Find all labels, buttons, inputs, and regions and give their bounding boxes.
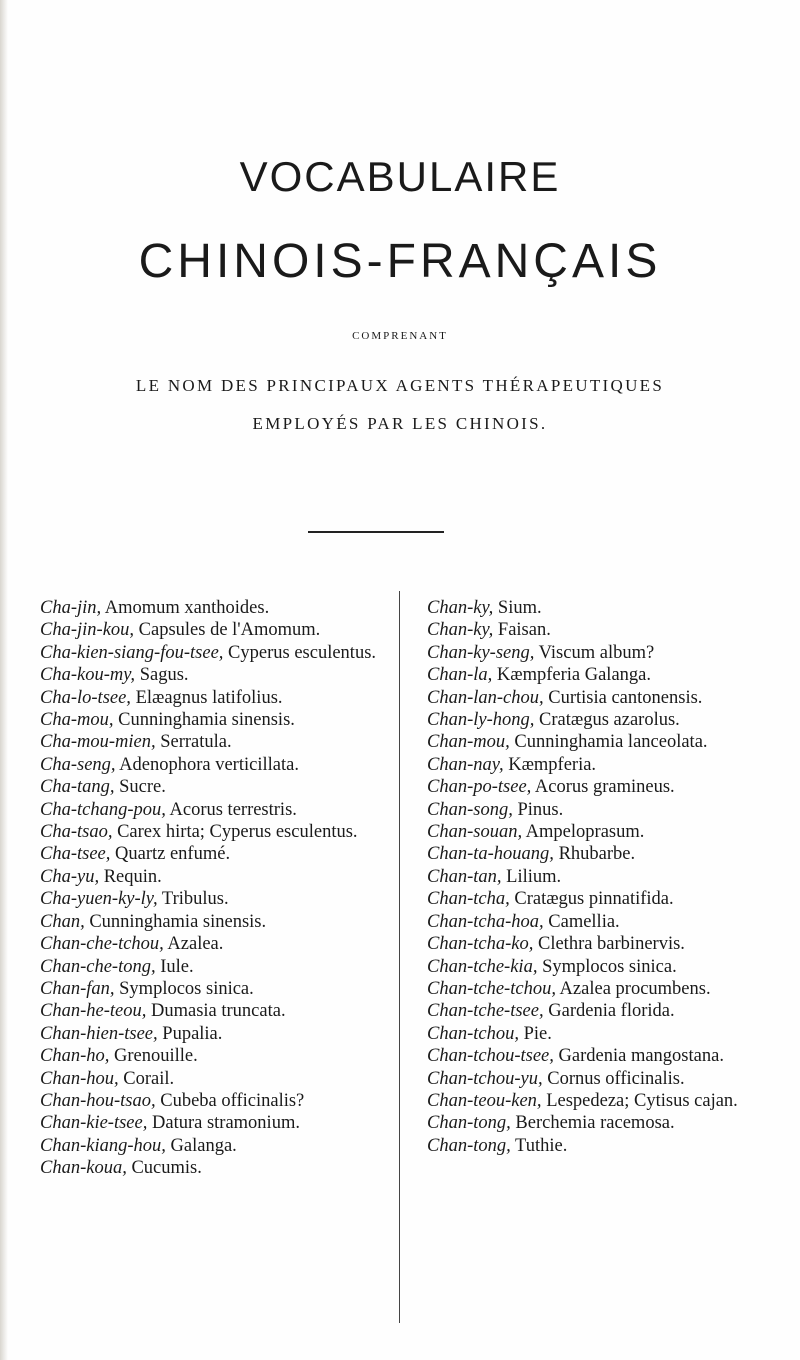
entry-definition: Cunninghamia sinensis. (113, 710, 295, 731)
entry-definition: Cratægus azarolus. (534, 710, 680, 731)
entry-term: Chan-ho, (40, 1046, 110, 1067)
vocab-entry (427, 731, 779, 753)
entry-term: Chan-tchou-tsee, (427, 1046, 554, 1067)
entry-definition: Curtisia cantonensis. (543, 687, 703, 708)
entry-definition: Azalea. (163, 934, 224, 955)
entry-term: Chan-che-tong, (40, 956, 156, 977)
entry-definition: Viscum album? (534, 642, 655, 663)
vocab-entry (40, 1023, 400, 1045)
vocab-entry (427, 1000, 779, 1022)
entry-definition: Tuthie. (510, 1135, 568, 1156)
entry-definition: Elæagnus latifolius. (130, 687, 283, 708)
vocab-entry (40, 687, 400, 709)
entry-term: Cha-kou-my, (40, 665, 136, 686)
entry-definition: Berchemia racemosa. (510, 1113, 675, 1134)
entry-term: Cha-jin-kou, (40, 620, 135, 641)
entry-term: Cha-yuen-ky-ly, (40, 889, 158, 910)
entry-definition: Cratægus pinnatifida. (509, 889, 674, 910)
entry-definition: Faisan. (493, 620, 551, 641)
entry-definition: Gardenia florida. (543, 1001, 675, 1022)
entry-definition: Sagus. (135, 665, 189, 686)
entry-definition: Azalea procumbens. (555, 978, 711, 999)
vocab-entry (40, 754, 400, 776)
entry-definition: Gardenia mangostana. (553, 1046, 724, 1067)
vocab-entry (40, 709, 400, 731)
vocab-entry (40, 1000, 400, 1022)
vocab-entry (427, 843, 779, 865)
column-divider (399, 591, 400, 1323)
title-chinois-francais: CHINOIS-FRANÇAIS (138, 235, 662, 288)
vocab-entry (40, 1045, 400, 1067)
entry-term: Cha-lo-tsee, (40, 687, 131, 708)
entry-definition: Cubeba officinalis? (155, 1090, 305, 1111)
vocab-entry (40, 664, 400, 686)
entry-definition: Cucumis. (126, 1158, 202, 1179)
entry-term: Chan-nay, (427, 754, 504, 775)
entry-definition: Pinus. (512, 799, 564, 820)
vocab-entry (40, 731, 400, 753)
entry-term: Cha-mou, (40, 710, 114, 731)
entry-term: Chan-ly-hong, (427, 710, 535, 731)
entry-definition: Kæmpferia Galanga. (492, 665, 651, 686)
entry-term: Chan-tong, (427, 1135, 511, 1156)
entry-definition: Pupalia. (157, 1023, 223, 1044)
entry-term: Chan-tche-kia, (427, 956, 538, 977)
vocab-entry (40, 933, 400, 955)
vocab-entry (40, 888, 400, 910)
vocab-entry (40, 1135, 400, 1157)
vocab-entry (427, 754, 779, 776)
vocab-entry (40, 799, 400, 821)
vocab-entry (427, 1135, 779, 1157)
entry-definition: Corail. (118, 1068, 175, 1089)
entry-definition: Cyperus esculentus. (223, 642, 377, 663)
entry-definition: Dumasia truncata. (146, 1001, 286, 1022)
entry-definition: Grenouille. (109, 1046, 198, 1067)
vocab-entry (40, 1068, 400, 1090)
entry-term: Chan-tchou-yu, (427, 1068, 543, 1089)
entry-term: Chan-hien-tsee, (40, 1023, 158, 1044)
entry-term: Chan-ky, (427, 620, 494, 641)
vocab-entry (40, 1090, 400, 1112)
entry-definition: Datura stramonium. (147, 1113, 300, 1134)
entry-definition: Amomum xanthoides. (101, 598, 270, 618)
vocab-entry (427, 1112, 779, 1134)
title-vocabulaire: VOCABULAIRE (239, 153, 561, 200)
entry-term: Cha-seng, (40, 754, 116, 775)
entry-term: Chan-tcha-ko, (427, 934, 534, 955)
entry-term: Cha-kien-siang-fou-tsee, (40, 642, 224, 663)
vocab-entry (427, 978, 779, 1000)
subtitle-line-2: EMPLOYÉS PAR LES CHINOIS. (252, 414, 548, 433)
entry-term: Chan-ta-houang, (427, 844, 554, 865)
entry-term: Chan-ky-seng, (427, 642, 535, 663)
entry-term: Chan-tche-tchou, (427, 978, 556, 999)
vocab-entry (40, 978, 400, 1000)
vocab-entry (427, 642, 779, 664)
vocab-entry (40, 1157, 400, 1179)
comprenant-label: COMPRENANT (352, 330, 448, 342)
entry-definition: Sucre. (114, 777, 166, 798)
vocab-entry (40, 843, 400, 865)
entry-term: Cha-tsao, (40, 822, 113, 843)
entry-term: Chan-ky, (427, 598, 494, 618)
vocab-entry (427, 956, 779, 978)
entry-definition: Capsules de l'Amomum. (134, 620, 321, 641)
entry-term: Cha-mou-mien, (40, 732, 156, 753)
vocab-entry (427, 1090, 779, 1112)
entry-term: Chan-koua, (40, 1158, 127, 1179)
entry-definition: Acorus gramineus. (531, 777, 675, 798)
vocab-entry (427, 1045, 779, 1067)
entry-definition: Acorus terrestris. (165, 799, 297, 820)
entry-term: Chan-che-tchou, (40, 934, 164, 955)
entry-term: Cha-tchang-pou, (40, 799, 166, 820)
vocab-entry (40, 866, 400, 888)
entry-definition: Adenophora verticillata. (115, 754, 299, 775)
vocab-entry (40, 956, 400, 978)
entry-definition: Cornus officinalis. (542, 1068, 685, 1089)
entry-definition: Iule. (155, 956, 194, 977)
entry-definition: Kæmpferia. (503, 754, 597, 775)
entry-term: Chan-tchou, (427, 1023, 519, 1044)
vocab-entry (427, 709, 779, 731)
entry-term: Chan-tan, (427, 866, 502, 887)
entry-term: Chan-teou-ken, (427, 1090, 542, 1111)
entry-definition: Symplocos sinica. (114, 978, 254, 999)
entry-definition: Carex hirta; Cyperus esculentus. (112, 822, 358, 843)
entry-definition: Cunninghamia lanceolata. (509, 732, 708, 753)
vocab-entry (40, 821, 400, 843)
entry-definition: Sium. (493, 598, 542, 618)
vocab-entry (40, 1112, 400, 1134)
entry-term: Chan-la, (427, 665, 493, 686)
entry-term: Chan-hou-tsao, (40, 1090, 156, 1111)
entry-definition: Serratula. (155, 732, 232, 753)
entry-definition: Clethra barbinervis. (533, 934, 685, 955)
vocab-entry (427, 1023, 779, 1045)
entry-term: Cha-yu, (40, 866, 100, 887)
vocab-entry (427, 933, 779, 955)
vocab-entry (40, 597, 400, 619)
entry-term: Cha-tang, (40, 777, 115, 798)
entry-definition: Tribulus. (157, 889, 229, 910)
entry-term: Chan, (40, 911, 85, 932)
entry-term: Chan-tcha, (427, 889, 510, 910)
entry-term: Chan-tong, (427, 1113, 511, 1134)
entry-definition: Symplocos sinica. (537, 956, 677, 977)
entry-definition: Quartz enfumé. (110, 844, 231, 865)
vocab-entry (427, 776, 779, 798)
entry-term: Chan-po-tsee, (427, 777, 532, 798)
entry-definition: Ampeloprasum. (522, 822, 645, 843)
entry-definition: Cunninghamia sinensis. (84, 911, 267, 932)
subtitle-line-1: LE NOM DES PRINCIPAUX AGENTS THÉRAPEUTIQUES (135, 376, 665, 395)
vocab-entry (40, 642, 400, 664)
entry-term: Chan-hou, (40, 1068, 119, 1089)
vocab-entry (427, 866, 779, 888)
entry-term: Chan-mou, (427, 732, 510, 753)
entry-term: Chan-kiang-hou, (40, 1135, 166, 1156)
vocab-entry (40, 776, 400, 798)
vocab-entry (427, 888, 779, 910)
entry-term: Chan-song, (427, 799, 513, 820)
vocab-entry (427, 821, 779, 843)
entry-term: Chan-he-teou, (40, 1001, 147, 1022)
entry-definition: Galanga. (165, 1135, 237, 1156)
entry-term: Chan-lan-chou, (427, 687, 544, 708)
vocab-entry (427, 1068, 779, 1090)
vocab-entry (427, 664, 779, 686)
entry-definition: Camellia. (543, 911, 620, 932)
left-column (40, 597, 400, 1180)
vocab-entry (427, 687, 779, 709)
entry-definition: Pie. (518, 1023, 552, 1044)
vocab-entry (427, 619, 779, 641)
vocab-entry (40, 619, 400, 641)
entry-term: Chan-tche-tsee, (427, 1001, 544, 1022)
entry-term: Chan-souan, (427, 822, 523, 843)
entry-term: Cha-tsee, (40, 844, 111, 865)
vocab-entry (40, 911, 400, 933)
entry-definition: Rhubarbe. (553, 844, 636, 865)
horizontal-rule (308, 531, 444, 533)
page-edge-shadow (0, 0, 8, 1360)
entry-term: Chan-tcha-hoa, (427, 911, 544, 932)
vocab-entry (427, 911, 779, 933)
vocab-entry (427, 799, 779, 821)
vocab-entry (427, 597, 779, 619)
right-column (427, 597, 779, 1157)
entry-term: Chan-kie-tsee, (40, 1113, 148, 1134)
entry-term: Chan-fan, (40, 978, 115, 999)
entry-definition: Lespedeza; Cytisus cajan. (541, 1090, 738, 1111)
entry-term: Cha-jin, (40, 598, 102, 618)
entry-definition: Requin. (99, 866, 162, 887)
entry-definition: Lilium. (501, 866, 562, 887)
